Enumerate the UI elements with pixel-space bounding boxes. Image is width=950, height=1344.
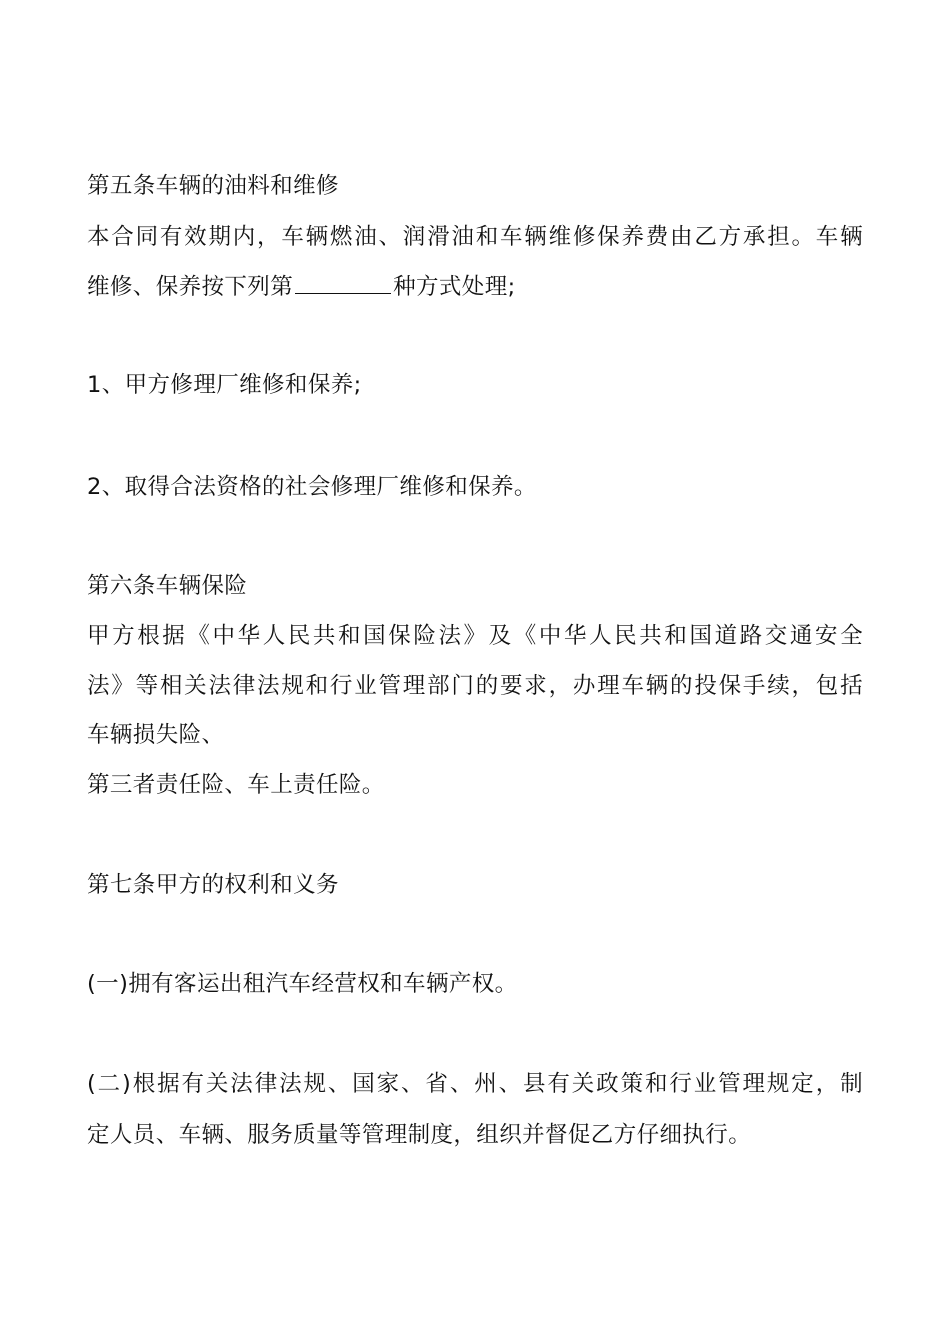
- fill-in-blank: [295, 271, 391, 294]
- section6-paragraph-line4: 第三者责任险、车上责任险。: [87, 772, 385, 798]
- section7-item2-line1: (二)根据有关法律法规、国家、省、州、县有关政策和行业管理规定，制: [87, 1071, 863, 1097]
- section7-item2-line2: 定人员、车辆、服务质量等管理制度，组织并督促乙方仔细执行。: [87, 1122, 752, 1148]
- section6-paragraph-line1: 甲方根据《中华人民共和国保险法》及《中华人民共和国道路交通安全: [87, 623, 863, 649]
- section6-heading: 第六条车辆保险: [87, 573, 248, 599]
- section6-paragraph-line3: 车辆损失险、: [87, 722, 225, 748]
- section7-item1: (一)拥有客运出租汽车经营权和车辆产权。: [87, 971, 518, 997]
- section6-paragraph-line2: 法》等相关法律法规和行业管理部门的要求，办理车辆的投保手续，包括: [87, 673, 863, 699]
- section7-heading: 第七条甲方的权利和义务: [87, 872, 339, 898]
- section5-paragraph-line1: 本合同有效期内，车辆燃油、润滑油和车辆维修保养费由乙方承担。车辆: [87, 224, 863, 250]
- section5-paragraph-line2-suffix: 种方式处理;: [393, 274, 516, 300]
- section5-paragraph-line2-prefix: 维修、保养按下列第: [87, 274, 294, 300]
- section5-paragraph-line2: [87, 271, 516, 301]
- section5-item1: 1、甲方修理厂维修和保养;: [87, 372, 362, 398]
- section5-heading: 第五条车辆的油料和维修: [87, 173, 339, 199]
- section5-item2: 2、取得合法资格的社会修理厂维修和保养。: [87, 474, 537, 500]
